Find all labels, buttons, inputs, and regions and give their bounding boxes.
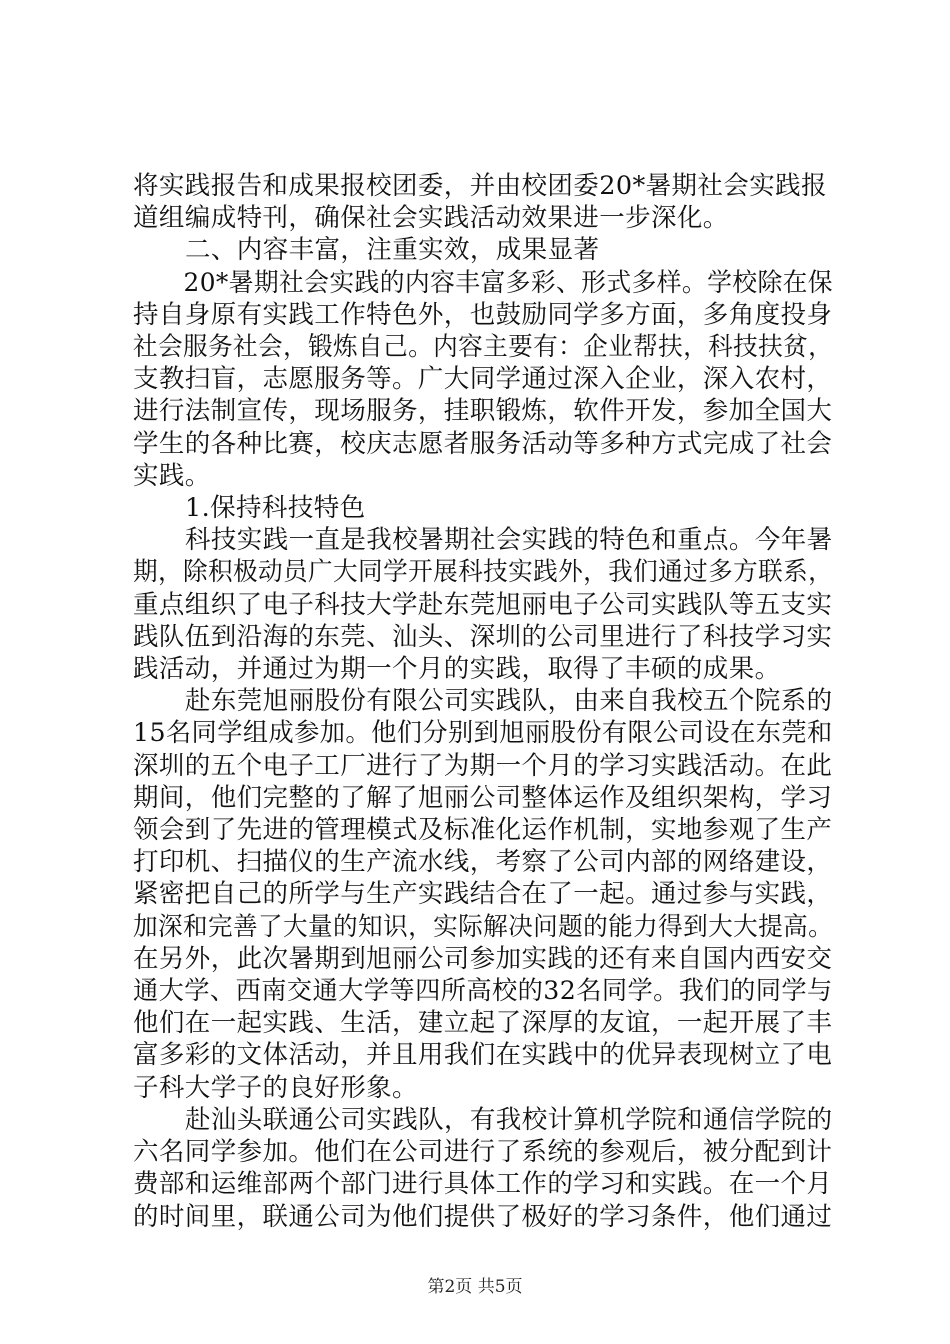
text-line: 费部和运维部两个部门进行具体工作的学习和实践。在一个月 bbox=[133, 1169, 833, 1200]
text-line: 社会服务社会，锻炼自己。内容主要有：企业帮扶，科技扶贫， bbox=[133, 332, 834, 363]
text-line: 15名同学组成参加。他们分别到旭丽股份有限公司设在东莞和 bbox=[133, 718, 833, 749]
body-text bbox=[133, 170, 833, 1233]
text-line: 重点组织了电子科技大学赴东莞旭丽电子公司实践队等五支实 bbox=[133, 589, 833, 620]
text-line: 深圳的五个电子工厂进行了为期一个月的学习实践活动。在此 bbox=[133, 750, 833, 781]
text-line: 1.保持科技特色 bbox=[185, 493, 366, 524]
text-line: 加深和完善了大量的知识，实际解决问题的能力得到大大提高。 bbox=[133, 911, 834, 942]
text-line: 科技实践一直是我校暑期社会实践的特色和重点。今年暑 bbox=[185, 525, 833, 556]
text-line: 二、内容丰富，注重实效，成果显著 bbox=[185, 235, 600, 266]
text-line: 践队伍到沿海的东莞、汕头、深圳的公司里进行了科技学习实 bbox=[133, 621, 833, 652]
text-line: 打印机、扫描仪的生产流水线，考察了公司内部的网络建设， bbox=[133, 847, 833, 878]
text-line: 将实践报告和成果报校团委，并由校团委20*暑期社会实践报 bbox=[133, 171, 827, 201]
text-line: 践活动，并通过为期一个月的实践，取得了丰硕的成果。 bbox=[133, 654, 781, 685]
text-line: 他们在一起实践、生活，建立起了深厚的友谊，一起开展了丰 bbox=[133, 1008, 833, 1039]
text-line: 期，除积极动员广大同学开展科技实践外，我们通过多方联系， bbox=[133, 557, 834, 588]
text-line: 实践。 bbox=[133, 460, 211, 491]
text-line: 学生的各种比赛，校庆志愿者服务活动等多种方式完成了社会 bbox=[133, 428, 833, 459]
text-line: 赴汕头联通公司实践队，有我校计算机学院和通信学院的 bbox=[185, 1104, 833, 1135]
page-footer: 第2页 共5页 bbox=[427, 1277, 523, 1297]
text-line: 富多彩的文体活动，并且用我们在实践中的优异表现树立了电 bbox=[133, 1040, 833, 1071]
text-line: 紧密把自己的所学与生产实践结合在了一起。通过参与实践， bbox=[133, 879, 833, 910]
text-line: 通大学、西南交通大学等四所高校的32名同学。我们的同学与 bbox=[133, 976, 833, 1007]
text-line: 道组编成特刊，确保社会实践活动效果进一步深化。 bbox=[133, 203, 729, 234]
text-line: 进行法制宣传，现场服务，挂职锻炼，软件开发，参加全国大 bbox=[133, 396, 833, 427]
text-line: 子科大学子的良好形象。 bbox=[133, 1072, 418, 1103]
text-line: 赴东莞旭丽股份有限公司实践队，由来自我校五个院系的 bbox=[185, 686, 833, 717]
text-line: 支教扫盲，志愿服务等。广大同学通过深入企业，深入农村， bbox=[133, 364, 833, 395]
text-line: 领会到了先进的管理模式及标准化运作机制，实地参观了生产 bbox=[133, 815, 833, 846]
text-line: 在另外，此次暑期到旭丽公司参加实践的还有来自国内西安交 bbox=[133, 943, 833, 974]
text-line: 持自身原有实践工作特色外，也鼓励同学多方面，多角度投身 bbox=[133, 299, 833, 330]
text-line: 六名同学参加。他们在公司进行了系统的参观后，被分配到计 bbox=[133, 1137, 833, 1168]
text-line: 期间，他们完整的了解了旭丽公司整体运作及组织架构，学习 bbox=[133, 782, 833, 813]
text-line: 20*暑期社会实践的内容丰富多彩、形式多样。学校除在保 bbox=[183, 267, 833, 298]
text-line: 的时间里，联通公司为他们提供了极好的学习条件，他们通过 bbox=[133, 1201, 833, 1232]
